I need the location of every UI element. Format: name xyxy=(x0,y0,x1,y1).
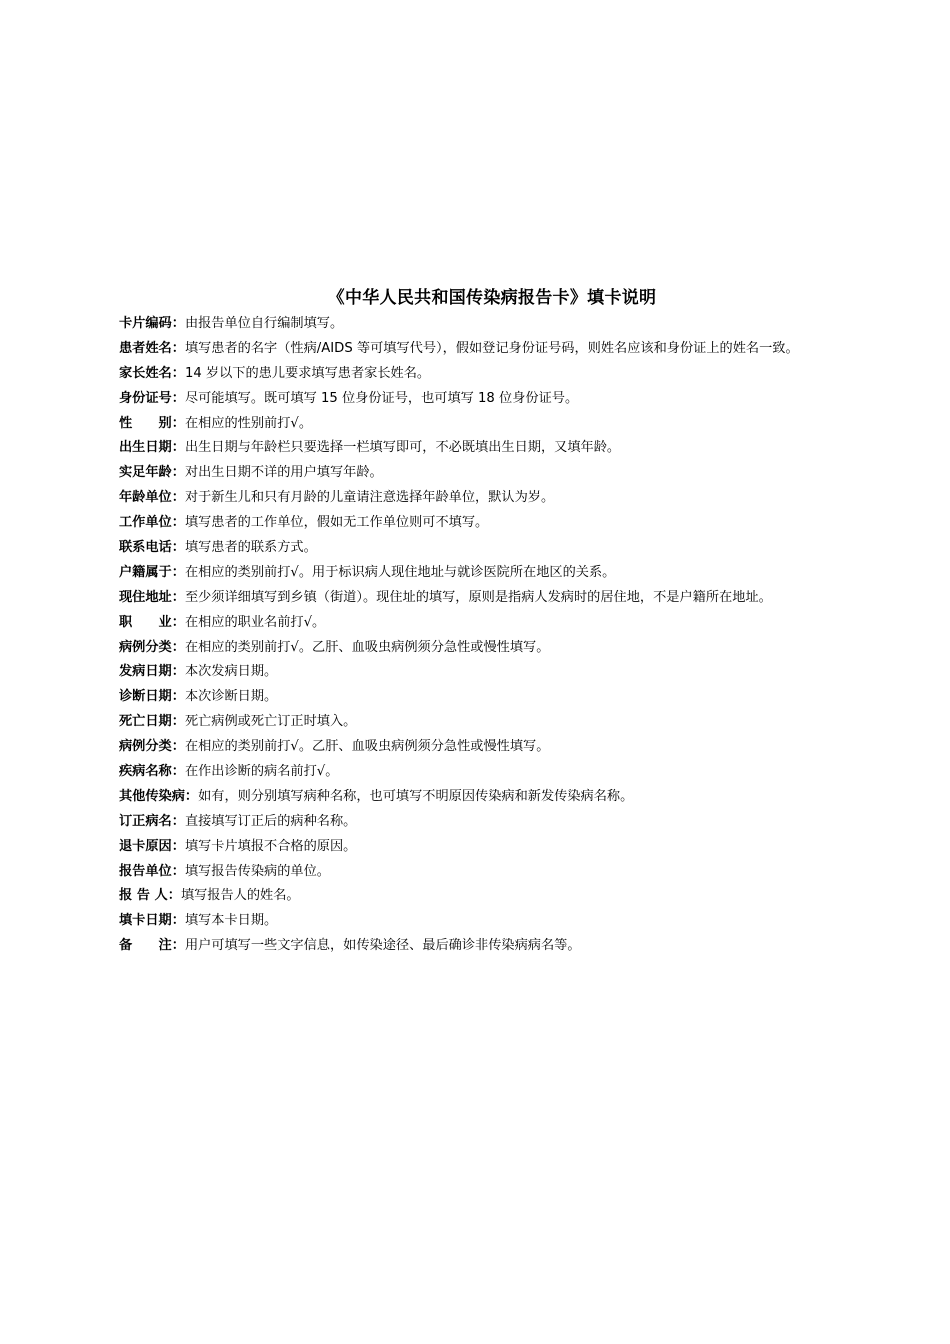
entry-label: 病例分类： xyxy=(119,639,185,655)
entry-work-unit xyxy=(119,511,919,536)
entry-text: 用户可填写一些文字信息，如传染途径、最后确诊非传染病病名等。 xyxy=(184,938,581,954)
entry-reporting-unit xyxy=(119,860,919,885)
entry-label: 其他传染病： xyxy=(119,788,199,804)
entry-reporter xyxy=(119,884,919,909)
entry-household xyxy=(119,561,919,586)
entry-label: 现住地址： xyxy=(119,589,185,605)
entry-label: 年龄单位： xyxy=(119,490,185,506)
entry-text: 在相应的类别前打√。乙肝、血吸虫病例须分急性或慢性填写。 xyxy=(184,639,550,655)
entry-text: 在作出诊断的病名前打√。 xyxy=(184,764,339,780)
entry-label: 出生日期： xyxy=(119,440,185,456)
entry-label: 户籍属于： xyxy=(119,564,185,580)
entry-text: 填写卡片填报不合格的原因。 xyxy=(184,838,357,854)
entry-text: 14 岁以下的患儿要求填写患者家长姓名。 xyxy=(184,365,431,381)
entry-patient-name xyxy=(119,337,919,362)
entry-label: 订正病名： xyxy=(119,813,185,829)
entry-label: 退卡原因： xyxy=(119,838,185,854)
entry-text: 在相应的性别前打√。 xyxy=(184,415,313,431)
entry-text: 在相应的类别前打√。用于标识病人现住地址与就诊医院所在地区的关系。 xyxy=(184,564,616,580)
instruction-list xyxy=(119,312,919,959)
entry-text: 尽可能填写。既可填写 15 位身份证号，也可填写 18 位身份证号。 xyxy=(184,390,579,406)
entry-occupation xyxy=(119,611,919,636)
entry-text: 填写患者的工作单位，假如无工作单位则可不填写。 xyxy=(184,515,489,531)
entry-case-classification-2 xyxy=(119,735,919,760)
entry-label: 患者姓名： xyxy=(119,340,185,356)
entry-text: 对于新生儿和只有月龄的儿童请注意选择年龄单位，默认为岁。 xyxy=(184,490,555,506)
entry-label: 发病日期： xyxy=(119,664,185,680)
entry-text: 对出生日期不详的用户填写年龄。 xyxy=(184,465,383,481)
entry-case-classification xyxy=(119,636,919,661)
entry-label: 家长姓名： xyxy=(119,365,185,381)
entry-text: 填写患者的联系方式。 xyxy=(184,540,317,556)
entry-current-address xyxy=(119,586,919,611)
entry-label: 备 注： xyxy=(119,938,185,954)
entry-disease-name xyxy=(119,760,919,785)
entry-death-date xyxy=(119,710,919,735)
entry-card-code xyxy=(119,312,919,337)
entry-onset-date xyxy=(119,660,919,685)
entry-label: 死亡日期： xyxy=(119,714,185,730)
entry-text: 出生日期与年龄栏只要选择一栏填写即可，不必既填出生日期，又填年龄。 xyxy=(184,440,621,456)
entry-label: 病例分类： xyxy=(119,739,185,755)
entry-phone xyxy=(119,536,919,561)
entry-text: 在相应的类别前打√。乙肝、血吸虫病例须分急性或慢性填写。 xyxy=(184,739,550,755)
entry-text: 填写报告人的姓名。 xyxy=(180,888,300,904)
entry-diagnosis-date xyxy=(119,685,919,710)
entry-text: 在相应的职业名前打√。 xyxy=(184,614,326,630)
entry-text: 填写本卡日期。 xyxy=(184,913,278,929)
entry-label: 联系电话： xyxy=(119,540,185,556)
entry-actual-age xyxy=(119,461,919,486)
entry-text: 直接填写订正后的病种名称。 xyxy=(184,813,357,829)
entry-remarks xyxy=(119,934,919,959)
entry-text: 本次诊断日期。 xyxy=(184,689,278,705)
entry-parent-name xyxy=(119,362,919,387)
entry-label: 卡片编码： xyxy=(119,316,185,331)
entry-age-unit xyxy=(119,486,919,511)
entry-label: 职 业： xyxy=(119,614,185,630)
entry-label: 身份证号： xyxy=(119,390,185,406)
entry-text: 至少须详细填写到乡镇（街道）。现住址的填写，原则是指病人发病时的居住地，不是户籍所在地址。 xyxy=(184,589,772,605)
entry-gender xyxy=(119,412,919,437)
entry-fill-date xyxy=(119,909,919,934)
entry-other-infectious-disease xyxy=(119,785,919,810)
entry-text: 由报告单位自行编制填写。 xyxy=(184,316,344,331)
entry-label: 工作单位： xyxy=(119,515,185,531)
entry-label: 填卡日期： xyxy=(119,913,185,929)
entry-text: 死亡病例或死亡订正时填入。 xyxy=(184,714,357,730)
entry-label: 实足年龄： xyxy=(119,465,185,481)
entry-corrected-disease-name xyxy=(119,810,919,835)
entry-label: 报 告 人： xyxy=(119,888,181,904)
entry-birth-date xyxy=(119,436,919,461)
entry-text: 填写患者的名字（性病/AIDS 等可填写代号），假如登记身份证号码，则姓名应该和身份证上的姓名一致。 xyxy=(184,340,799,356)
entry-label: 疾病名称： xyxy=(119,764,185,780)
entry-label: 报告单位： xyxy=(119,863,185,879)
entry-text: 本次发病日期。 xyxy=(184,664,278,680)
document-title: 《中华人民共和国传染病报告卡》填卡说明 xyxy=(327,288,657,308)
entry-label: 性 别： xyxy=(119,415,185,431)
entry-id-number xyxy=(119,387,919,412)
entry-text: 填写报告传染病的单位。 xyxy=(184,863,330,879)
entry-return-reason xyxy=(119,835,919,860)
entry-text: 如有，则分别填写病种名称，也可填写不明原因传染病和新发传染病名称。 xyxy=(198,788,634,804)
entry-label: 诊断日期： xyxy=(119,689,185,705)
